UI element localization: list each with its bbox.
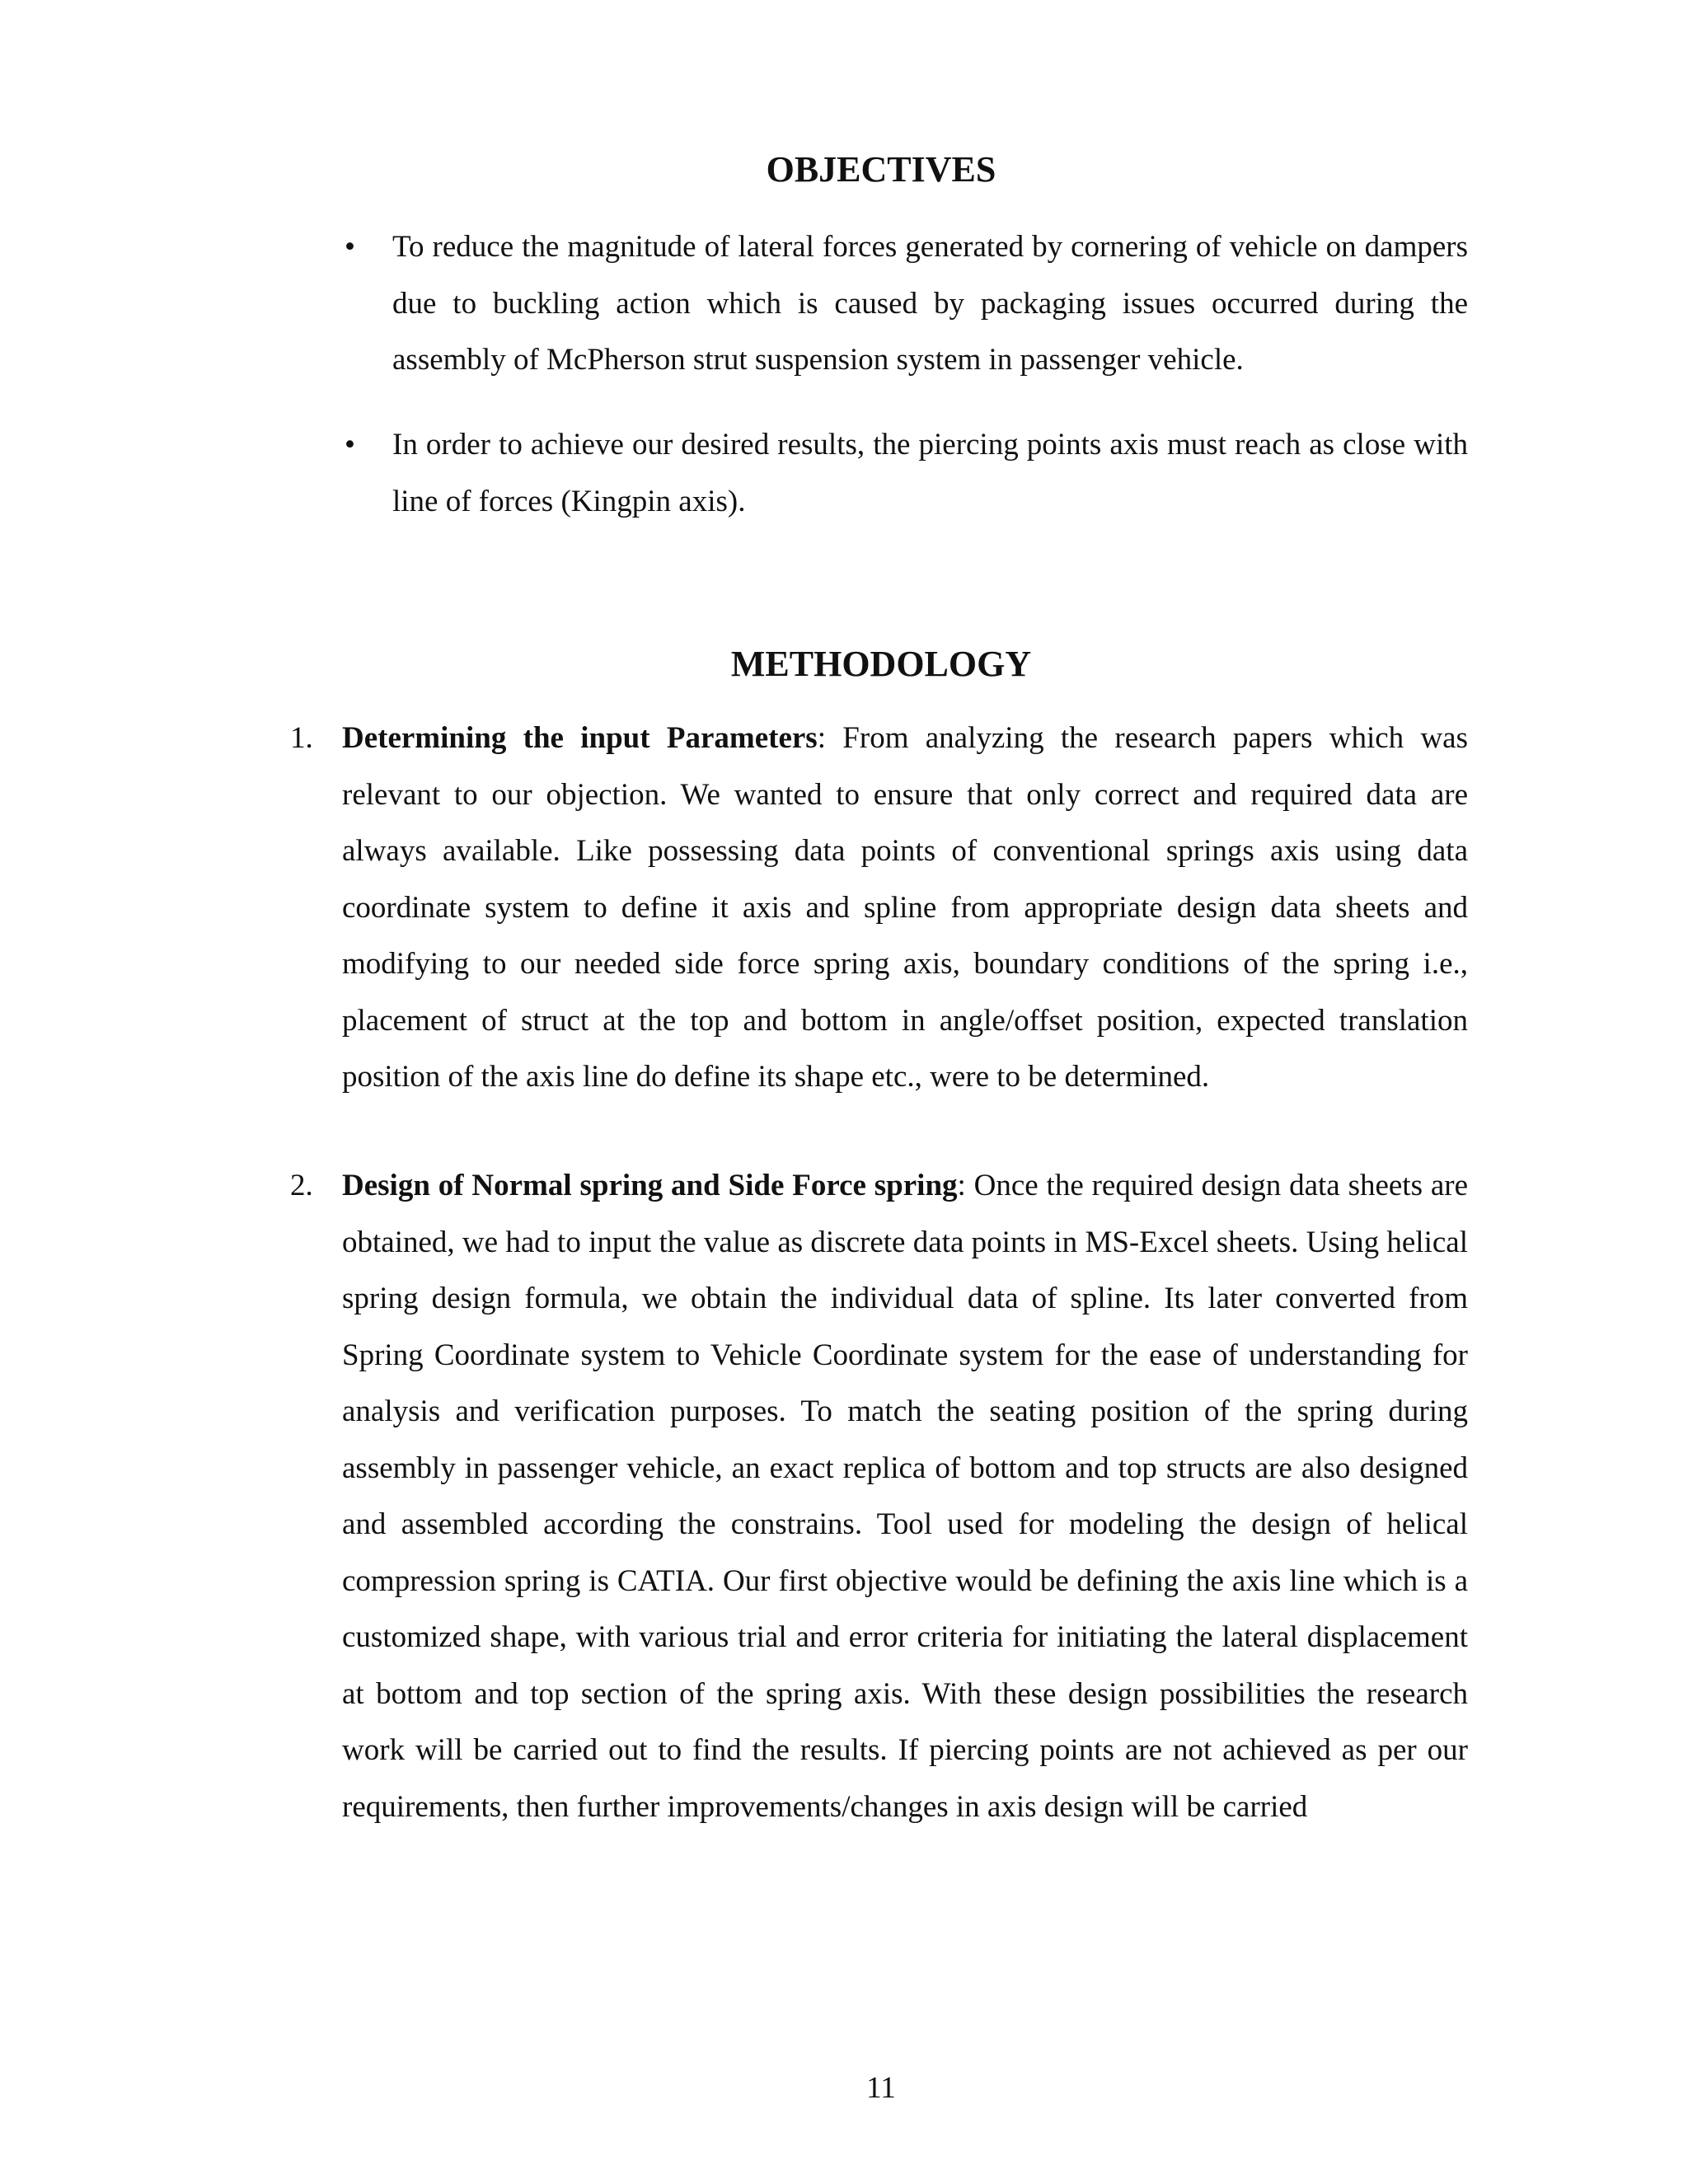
bullet-marker: • bbox=[345, 230, 355, 264]
item-number: 2. bbox=[290, 1169, 313, 1202]
objective-item-2: In order to achieve our desired results, the piercing points axis must reach as close with line of forces (Kingpin axis). bbox=[392, 428, 1468, 518]
methodology-item-1 bbox=[342, 710, 1468, 1106]
methodology-item-2 bbox=[342, 1158, 1468, 1835]
methodology-item-title: Design of Normal spring and Side Force spring bbox=[342, 1169, 958, 1202]
methodology-item-text: : From analyzing the research papers which was relevant to our objection. We wanted to ensure that only correct and required data are always available. Like possessing data points of conventional springs axis using data coordinate system to define it axis and spline from appropriate design data sheets and modifying to our needed side force spring axis, boundary conditions of the spring i.e., placement of struct at the top and bottom in angle/offset position, expected translation position of the axis line do define its shape etc., were to be determined. bbox=[342, 721, 1469, 1094]
methodology-item-title: Determining the input Parameters bbox=[342, 721, 818, 755]
item-number: 1. bbox=[290, 721, 313, 755]
methodology-heading: METHODOLOGY bbox=[730, 644, 1032, 684]
objective-item-1: To reduce the magnitude of lateral forces generated by cornering of vehicle on dampers due to buckling action which is caused by packaging issues occurred during the assembly of McPherson strut suspension system in passenger vehicle. bbox=[392, 230, 1468, 377]
methodology-item-text: : Once the required design data sheets are obtained, we had to input the value as discrete data points in MS-Excel sheets. Using helical spring design formula, we obtain the individual data of spline. Its later converted from Spring Coordinate system to Vehicle Coordinate system for the ease of understanding for analysis and verification purposes. To match the seating position of the spring during assembly in passenger vehicle, an exact replica of bottom and top structs are also designed and assembled according the constrains. Tool used for modeling the design of helical compression spring is CATIA. Our first objective would be defining the axis line which is a customized shape, with various trial and error criteria for initiating the lateral displacement at bottom and top section of the spring axis. With these design possibilities the research work will be carried out to find the results. If piercing points are not achieved as per our requirements, then further improvements/changes in axis design will be carried bbox=[342, 1169, 1468, 1824]
objectives-heading: OBJECTIVES bbox=[766, 149, 996, 190]
page-number: 11 bbox=[866, 2071, 896, 2105]
bullet-marker: • bbox=[345, 428, 355, 462]
